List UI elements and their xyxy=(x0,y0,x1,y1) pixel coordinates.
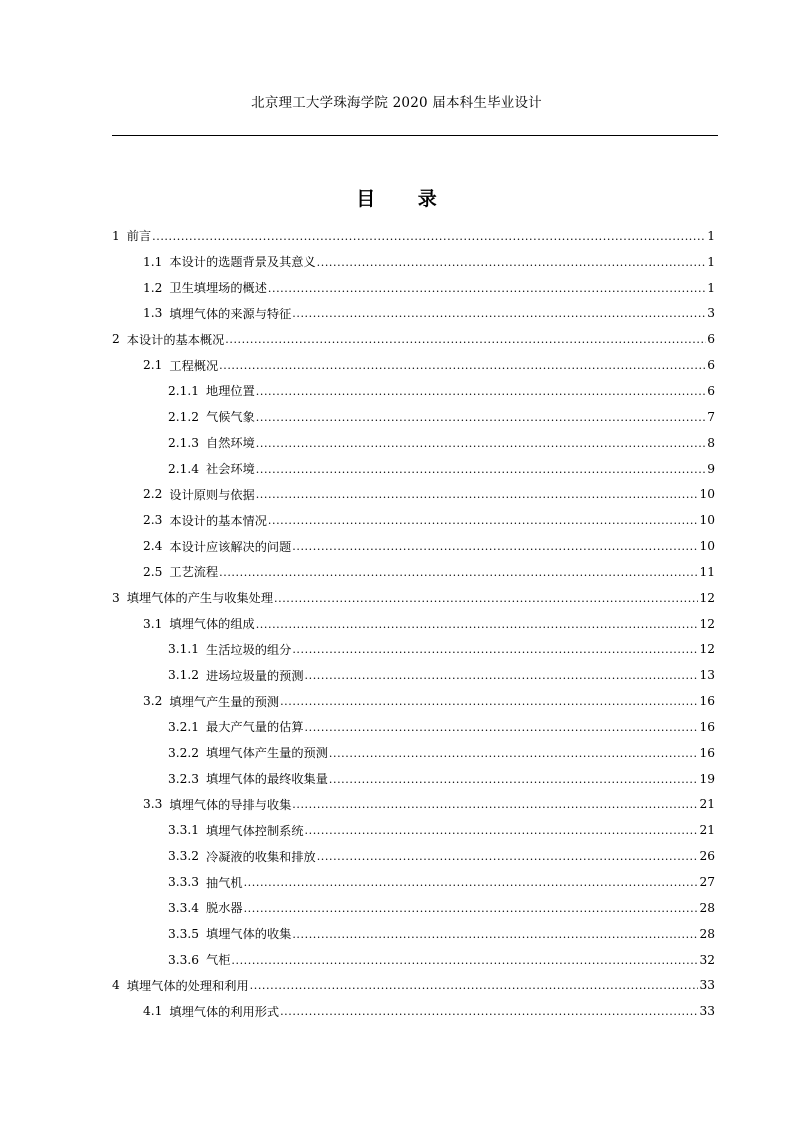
toc-entry-title: 设计原则与依据 xyxy=(169,487,255,502)
toc-entry-title: 本设计的选题背景及其意义 xyxy=(169,255,316,270)
toc-dot-leader xyxy=(256,385,706,399)
toc-entry-title: 本设计的基本情况 xyxy=(169,513,267,528)
toc-entry-title: 气候气象 xyxy=(206,410,255,425)
toc-dot-leader xyxy=(317,850,699,864)
toc-entry-title: 卫生填埋场的概述 xyxy=(169,281,267,296)
toc-dot-leader xyxy=(292,307,706,321)
toc-dot-leader xyxy=(152,230,706,244)
toc-entry[interactable] xyxy=(0,637,793,663)
toc-entry-title: 填埋气体的来源与特征 xyxy=(169,306,292,321)
toc-entry[interactable] xyxy=(0,249,793,275)
toc-dot-leader xyxy=(231,954,698,968)
toc-entry-page: 33 xyxy=(699,978,715,993)
toc-entry[interactable] xyxy=(0,792,793,818)
toc-entry-number: 3.3.2 xyxy=(168,849,200,864)
toc-dot-leader xyxy=(225,333,706,347)
toc-dot-leader xyxy=(292,798,698,812)
toc-entry-page: 19 xyxy=(699,771,715,786)
toc-dot-leader xyxy=(329,773,699,787)
toc-entry-title: 填埋气体产生量的预测 xyxy=(206,746,328,761)
toc-entry-number: 3.3.4 xyxy=(168,900,200,915)
toc-entry-number: 3.2 xyxy=(143,694,163,709)
toc-entry[interactable] xyxy=(0,430,793,456)
toc-entry-number: 3.3.6 xyxy=(168,952,200,967)
toc-dot-leader xyxy=(256,463,706,477)
toc-entry-number: 2.1.4 xyxy=(168,461,200,476)
toc-entry[interactable] xyxy=(0,507,793,533)
toc-dot-leader xyxy=(274,592,698,606)
toc-entry-number: 3.3.3 xyxy=(168,875,200,890)
toc-entry-title: 进场垃圾量的预测 xyxy=(206,668,304,683)
toc-entry[interactable] xyxy=(0,921,793,947)
toc-dot-leader xyxy=(256,488,699,502)
toc-entry[interactable] xyxy=(0,378,793,404)
toc-entry-page: 21 xyxy=(699,823,715,838)
toc-entry-number: 2.1 xyxy=(143,358,163,373)
toc-entry[interactable] xyxy=(0,301,793,327)
toc-entry-number: 4.1 xyxy=(143,1004,163,1019)
toc-entry-page: 10 xyxy=(699,487,715,502)
toc-entry-page: 12 xyxy=(699,616,715,631)
toc-entry-title: 工程概况 xyxy=(169,358,219,373)
toc-entry-page: 12 xyxy=(699,590,715,605)
toc-dot-leader xyxy=(244,876,699,890)
toc-entry-title: 本设计的基本概况 xyxy=(126,332,225,347)
toc-entry-number: 2.5 xyxy=(143,564,163,579)
toc-entry[interactable] xyxy=(0,404,793,430)
toc-entry-title: 填埋气体的产生与收集处理 xyxy=(126,591,274,606)
toc-entry-number: 3.3 xyxy=(143,797,163,812)
toc-entry-page: 32 xyxy=(699,952,715,967)
toc-entry-page: 28 xyxy=(699,926,715,941)
toc-entry-title: 社会环境 xyxy=(206,462,255,477)
toc-entry-title: 前言 xyxy=(126,229,152,244)
toc-entry[interactable] xyxy=(0,611,793,637)
toc-entry-number: 3.2.1 xyxy=(168,719,200,734)
toc-title: 目 录 xyxy=(356,188,455,210)
toc-entry-number: 3.1.1 xyxy=(168,642,200,657)
toc-entry-number: 3.3.5 xyxy=(168,926,200,941)
toc-dot-leader xyxy=(292,540,698,554)
toc-entry-page: 21 xyxy=(699,797,715,812)
toc-entry-page: 8 xyxy=(707,435,715,450)
toc-entry-number: 1.1 xyxy=(143,254,163,269)
toc-entry-title: 自然环境 xyxy=(206,436,255,451)
toc-entry-title: 冷凝液的收集和排放 xyxy=(206,849,316,864)
toc-entry-page: 1 xyxy=(707,280,715,295)
toc-entry-number: 2.1.2 xyxy=(168,409,200,424)
toc-entry-page: 16 xyxy=(699,745,715,760)
toc-entry-page: 10 xyxy=(699,539,715,554)
toc-entry-title: 填埋气体的处理和利用 xyxy=(126,978,249,993)
table-of-contents xyxy=(0,223,793,1024)
toc-dot-leader xyxy=(317,256,707,270)
toc-entry-title: 气柜 xyxy=(206,953,231,968)
toc-entry-number: 2.4 xyxy=(143,539,163,554)
toc-entry-title: 抽气机 xyxy=(206,875,243,890)
toc-entry-number: 2 xyxy=(112,332,120,347)
toc-entry[interactable] xyxy=(0,843,793,869)
toc-dot-leader xyxy=(219,359,706,373)
toc-entry-number: 3.1 xyxy=(143,616,163,631)
toc-entry[interactable] xyxy=(0,972,793,998)
toc-dot-leader xyxy=(256,437,706,451)
toc-entry-page: 1 xyxy=(707,254,715,269)
toc-dot-leader xyxy=(244,902,699,916)
toc-entry-number: 3.2.3 xyxy=(168,771,200,786)
toc-entry[interactable] xyxy=(0,714,793,740)
toc-entry-page: 13 xyxy=(699,668,715,683)
toc-dot-leader xyxy=(256,618,699,632)
toc-dot-leader xyxy=(268,282,706,296)
toc-entry-page: 28 xyxy=(699,900,715,915)
toc-entry-number: 4 xyxy=(112,978,120,993)
toc-entry[interactable] xyxy=(0,352,793,378)
toc-entry[interactable] xyxy=(0,559,793,585)
toc-entry-title: 地理位置 xyxy=(206,384,255,399)
toc-entry[interactable] xyxy=(0,895,793,921)
toc-dot-leader xyxy=(305,824,699,838)
toc-dot-leader xyxy=(305,721,699,735)
toc-entry[interactable] xyxy=(0,817,793,843)
page-header: 北京理工大学珠海学院 2020 届本科生毕业设计 xyxy=(251,95,542,111)
toc-entry-page: 7 xyxy=(707,409,715,424)
toc-entry-title: 本设计应该解决的问题 xyxy=(169,539,292,554)
toc-entry-title: 填埋气体的组成 xyxy=(169,617,255,632)
toc-dot-leader xyxy=(256,411,706,425)
toc-entry-title: 填埋气产生量的预测 xyxy=(169,694,280,709)
toc-entry-title: 填埋气体的利用形式 xyxy=(169,1004,280,1019)
toc-entry-number: 3.2.2 xyxy=(168,745,200,760)
toc-entry[interactable] xyxy=(0,533,793,559)
toc-entry-title: 脱水器 xyxy=(206,901,243,916)
toc-entry-page: 6 xyxy=(707,383,715,398)
toc-entry-number: 3.1.2 xyxy=(168,668,200,683)
toc-dot-leader xyxy=(250,979,699,993)
toc-entry[interactable] xyxy=(0,326,793,352)
toc-dot-leader xyxy=(219,566,698,580)
toc-entry[interactable] xyxy=(0,688,793,714)
toc-entry-number: 2.2 xyxy=(143,487,163,502)
toc-dot-leader xyxy=(292,643,698,657)
toc-entry-number: 1.3 xyxy=(143,306,163,321)
toc-entry[interactable] xyxy=(0,740,793,766)
toc-entry-page: 6 xyxy=(707,332,715,347)
toc-entry-number: 3.3.1 xyxy=(168,823,200,838)
toc-entry-title: 最大产气量的估算 xyxy=(206,720,304,735)
toc-entry[interactable] xyxy=(0,766,793,792)
toc-entry[interactable] xyxy=(0,585,793,611)
toc-entry-title: 生活垃圾的组分 xyxy=(206,642,292,657)
toc-entry-page: 10 xyxy=(699,513,715,528)
toc-entry-page: 26 xyxy=(699,849,715,864)
toc-entry[interactable] xyxy=(0,947,793,973)
toc-entry[interactable] xyxy=(0,456,793,482)
header-divider xyxy=(112,135,718,136)
toc-entry-page: 33 xyxy=(699,1004,715,1019)
toc-dot-leader xyxy=(329,747,699,761)
toc-dot-leader xyxy=(280,1005,698,1019)
toc-entry-title: 填埋气体控制系统 xyxy=(206,823,304,838)
toc-entry-page: 6 xyxy=(707,358,715,373)
toc-entry-number: 2.1.3 xyxy=(168,435,200,450)
toc-entry-title: 填埋气体的最终收集量 xyxy=(206,772,328,787)
toc-entry[interactable] xyxy=(0,998,793,1024)
toc-entry-title: 工艺流程 xyxy=(169,565,219,580)
toc-entry-number: 2.3 xyxy=(143,513,163,528)
toc-entry-page: 1 xyxy=(707,228,715,243)
toc-entry-page: 27 xyxy=(699,875,715,890)
toc-entry-page: 3 xyxy=(707,306,715,321)
toc-entry-page: 16 xyxy=(699,719,715,734)
toc-entry-number: 1.2 xyxy=(143,280,163,295)
toc-dot-leader xyxy=(268,514,699,528)
toc-entry[interactable] xyxy=(0,275,793,301)
toc-dot-leader xyxy=(292,928,698,942)
toc-entry-title: 填埋气体的收集 xyxy=(206,927,292,942)
toc-entry-page: 11 xyxy=(699,564,715,579)
toc-dot-leader xyxy=(280,695,698,709)
toc-entry[interactable] xyxy=(0,481,793,507)
toc-entry-number: 1 xyxy=(112,228,120,243)
toc-entry[interactable] xyxy=(0,223,793,249)
toc-dot-leader xyxy=(305,669,699,683)
toc-entry-page: 16 xyxy=(699,694,715,709)
toc-entry-number: 3 xyxy=(112,590,120,605)
toc-entry-title: 填埋气体的导排与收集 xyxy=(169,797,292,812)
toc-entry-page: 12 xyxy=(699,642,715,657)
toc-entry[interactable] xyxy=(0,662,793,688)
toc-entry-page: 9 xyxy=(707,461,715,476)
toc-entry-number: 2.1.1 xyxy=(168,383,200,398)
toc-entry[interactable] xyxy=(0,869,793,895)
